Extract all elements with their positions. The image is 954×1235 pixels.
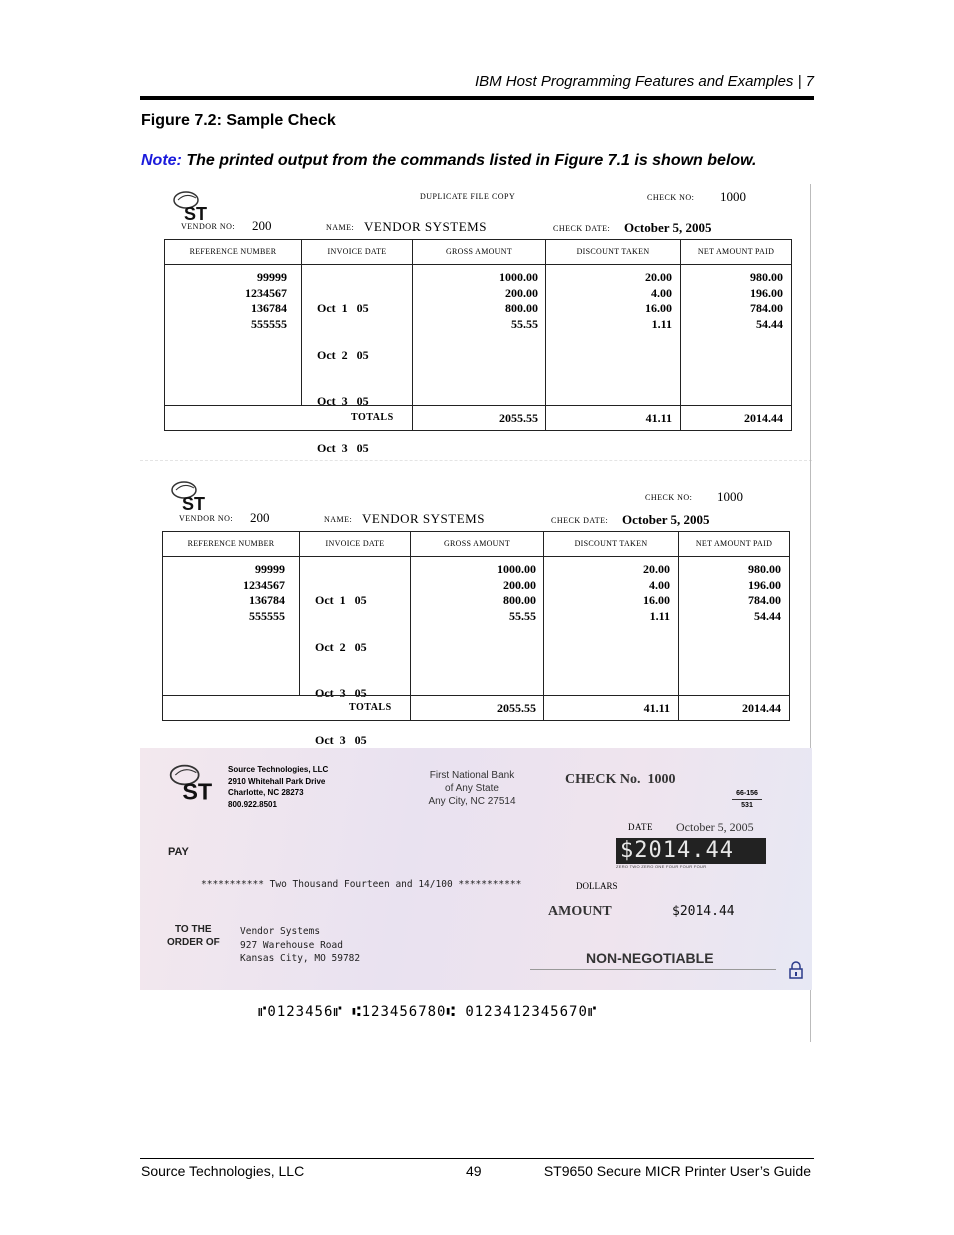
table-cell: Oct 3 05 (317, 440, 369, 455)
name-label: NAME: (326, 223, 355, 232)
company-phone: 800.922.8501 (228, 799, 277, 809)
st-logo-icon (168, 478, 216, 514)
table-cell: Oct 2 05 (315, 639, 367, 654)
table-cell: 196.00 (748, 577, 781, 592)
table-cell: 136784 (251, 301, 287, 315)
check-date-label: CHECK DATE: (553, 224, 611, 233)
amount-box-words: ZERO TWO ZERO ONE FOUR FOUR FOUR (616, 864, 707, 869)
table-cell: 784.00 (750, 301, 783, 315)
bank-line-3: Any City, NC 27514 (428, 796, 516, 807)
table-cell: 1000.00 (499, 270, 538, 284)
running-header: IBM Host Programming Features and Examples | 7 (474, 73, 814, 90)
table-cell: 1234567 (245, 285, 287, 300)
table-cell: 20.00 (643, 562, 670, 576)
table-cell: 555555 (251, 316, 287, 331)
vendor-name: VENDOR SYSTEMS (364, 219, 487, 234)
table-cell: Oct 2 05 (317, 347, 369, 362)
table-cell: 200.00 (505, 285, 538, 300)
svg-text:ST: ST (182, 494, 206, 514)
amount-label: AMOUNT (548, 904, 612, 919)
col-header: NET AMOUNT PAID (681, 240, 791, 265)
col-gross (411, 556, 544, 696)
dollars-label: DOLLARS (576, 881, 618, 891)
routing-fraction (732, 790, 762, 809)
check-date: October 5, 2005 (676, 820, 754, 834)
check-no: 1000 (717, 489, 743, 504)
table-cell: 16.00 (645, 301, 672, 315)
total-discount: 41.11 (643, 701, 670, 715)
footer-company: Source Technologies, LLC (141, 1163, 305, 1179)
remittance-table (162, 531, 790, 747)
table-cell: 4.00 (649, 577, 670, 592)
totals-row (163, 695, 789, 720)
table-cell: 99999 (257, 270, 287, 284)
st-logo-icon (166, 760, 222, 804)
vendor-name: VENDOR SYSTEMS (362, 511, 485, 526)
micr-line: ⑈0123456⑈ ⑆123456780⑆ 0123412345670⑈ (258, 1004, 598, 1020)
col-net (679, 556, 789, 696)
table-cell: 20.00 (645, 270, 672, 284)
header-rule (140, 96, 814, 100)
routing-top: 66-156 (732, 790, 762, 800)
company-address (228, 764, 328, 810)
total-net: 2014.44 (742, 701, 781, 715)
col-header: INVOICE DATE (300, 532, 411, 557)
table-cell: 784.00 (748, 593, 781, 607)
col-header: GROSS AMOUNT (413, 240, 546, 265)
footer-guide-title: ST9650 Secure MICR Printer User’s Guide (543, 1163, 811, 1179)
perforation-line (140, 460, 812, 461)
col-gross (413, 264, 546, 406)
order-of-label: ORDER OF (167, 937, 220, 948)
table-cell: 1.11 (651, 316, 672, 331)
check-date: October 5, 2005 (622, 512, 710, 527)
table-cell: 136784 (249, 593, 285, 607)
footer-rule (140, 1158, 814, 1159)
table-cell: 55.55 (509, 608, 536, 623)
total-discount: 41.11 (645, 411, 672, 425)
check-date: October 5, 2005 (624, 220, 712, 235)
total-gross: 2055.55 (497, 701, 536, 715)
check-no-label: CHECK NO: (647, 193, 695, 202)
table-cell: 200.00 (503, 577, 536, 592)
check-stub-1 (160, 184, 796, 454)
totals-row (165, 405, 791, 430)
note-label: Note: (141, 152, 182, 169)
table-cell: 196.00 (750, 285, 783, 300)
copy-label: DUPLICATE FILE COPY (420, 192, 516, 201)
vendor-no: 200 (252, 218, 272, 233)
table-cell: 980.00 (748, 562, 781, 576)
table-cell: 99999 (255, 562, 285, 576)
vendor-no-label: VENDOR NO: (179, 514, 234, 523)
col-discount (546, 264, 681, 406)
pay-label: PAY (168, 846, 189, 858)
col-header: DISCOUNT TAKEN (544, 532, 679, 557)
vendor-no-label: VENDOR NO: (181, 222, 236, 231)
non-negotiable: NON-NEGOTIABLE (586, 950, 714, 966)
check-date-label: CHECK DATE: (551, 516, 609, 525)
signature-line (530, 969, 776, 970)
check-no: 1000 (720, 189, 746, 204)
payee-street: 927 Warehouse Road (240, 939, 343, 951)
table-cell: 555555 (249, 608, 285, 623)
table-cell: Oct 3 05 (317, 394, 369, 408)
table-cell: 800.00 (503, 593, 536, 607)
total-net: 2014.44 (744, 411, 783, 425)
check-no-label: CHECK No. (565, 772, 641, 787)
totals-label: TOTALS (351, 412, 394, 423)
col-net (681, 264, 791, 406)
payee-address (240, 925, 360, 966)
table-cell: 1.11 (649, 608, 670, 623)
col-reference (163, 556, 300, 696)
table-cell: 16.00 (643, 593, 670, 607)
bank-address (412, 769, 532, 808)
table-cell: 800.00 (505, 301, 538, 315)
payee-name: Vendor Systems (240, 926, 321, 937)
col-header: DISCOUNT TAKEN (546, 240, 681, 265)
table-cell: 4.00 (651, 285, 672, 300)
note-text: The printed output from the commands listed in Figure 7.1 is shown below. (181, 152, 757, 169)
svg-text:ST: ST (184, 204, 208, 224)
note (141, 152, 756, 170)
check-number-block (565, 772, 675, 788)
amount-words: *********** Two Thousand Fourteen and 14/100 *********** (201, 879, 522, 890)
company-city: Charlotte, NC 28273 (228, 788, 304, 797)
to-the-label: TO THE (175, 924, 212, 935)
amount-box: $2014.44 (616, 838, 766, 864)
table-cell: 980.00 (750, 270, 783, 284)
check-no-label: CHECK NO: (645, 493, 693, 502)
table-cell: 1234567 (243, 577, 285, 592)
company-name: Source Technologies, LLC (228, 765, 329, 774)
check-stub-2 (160, 476, 796, 746)
payee-city: Kansas City, MO 59782 (240, 953, 361, 964)
table-cell: 1000.00 (497, 562, 536, 576)
padlock-icon (788, 960, 804, 980)
name-label: NAME: (324, 515, 353, 524)
remittance-table (164, 239, 792, 455)
table-cell: 54.44 (754, 608, 781, 623)
total-gross: 2055.55 (499, 411, 538, 425)
st-logo-icon (170, 188, 218, 224)
check-no: 1000 (647, 772, 676, 787)
col-discount (544, 556, 679, 696)
col-header: INVOICE DATE (302, 240, 413, 265)
page-number: 49 (466, 1163, 482, 1179)
totals-label: TOTALS (349, 702, 392, 713)
table-cell: Oct 1 05 (317, 301, 369, 315)
figure-title: Figure 7.2: Sample Check (141, 112, 336, 129)
table-cell: 55.55 (511, 316, 538, 331)
vendor-no: 200 (250, 510, 270, 525)
col-header: NET AMOUNT PAID (679, 532, 789, 557)
table-cell: Oct 3 05 (315, 686, 367, 700)
amount-value: $2014.44 (672, 904, 735, 919)
col-reference (165, 264, 302, 406)
col-header: REFERENCE NUMBER (163, 532, 300, 557)
col-header: REFERENCE NUMBER (165, 240, 302, 265)
company-street: 2910 Whitehall Park Drive (228, 776, 326, 786)
bank-line-2: of Any State (445, 783, 499, 794)
table-cell: 54.44 (756, 316, 783, 331)
routing-bottom: 531 (741, 802, 753, 809)
col-header: GROSS AMOUNT (411, 532, 544, 557)
svg-text:ST: ST (182, 778, 213, 804)
table-cell: Oct 1 05 (315, 593, 367, 607)
check-body (140, 748, 812, 990)
date-label: DATE (628, 822, 653, 832)
bank-name: First National Bank (429, 770, 515, 781)
table-cell: Oct 3 05 (315, 732, 367, 747)
